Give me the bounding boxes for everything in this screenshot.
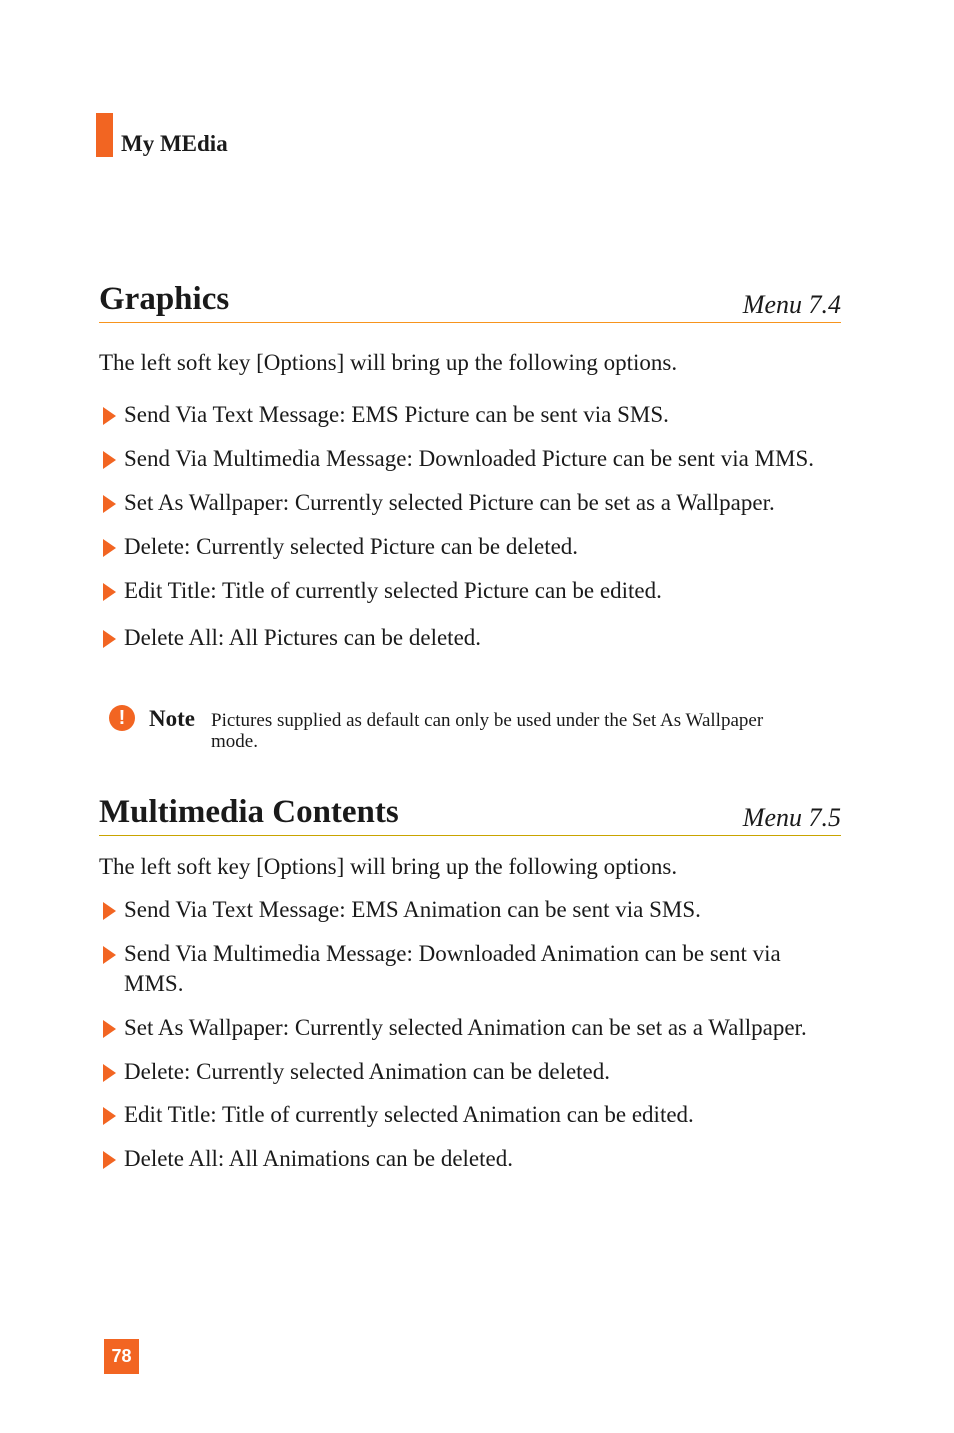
arrow-right-icon <box>103 539 116 557</box>
arrow-right-icon <box>103 583 116 601</box>
note-text: Pictures supplied as default can only be used under the Set As Wallpaper mode. <box>211 710 764 752</box>
page-number: 78 <box>104 1339 139 1374</box>
list-item: Set As Wallpaper: Currently selected Picture can be set as a Wallpaper. <box>99 488 841 518</box>
section-intro: The left soft key [Options] will bring up the following options. <box>99 854 678 879</box>
option-list <box>99 400 841 653</box>
exclamation-icon: ! <box>109 705 135 731</box>
list-item: Delete: Currently selected Picture can be deleted. <box>99 532 841 562</box>
list-item: Send Via Multimedia Message: Downloaded Animation can be sent via MMS. <box>99 939 841 999</box>
menu-reference: Menu 7.4 <box>742 290 841 319</box>
option-list <box>99 895 841 1174</box>
arrow-right-icon <box>103 451 116 469</box>
list-item: Send Via Text Message: EMS Animation can be sent via SMS. <box>99 895 841 925</box>
arrow-right-icon <box>103 1064 116 1082</box>
list-item: Delete: Currently selected Animation can be deleted. <box>99 1057 841 1087</box>
chapter-title: My MEdia <box>121 131 228 156</box>
arrow-right-icon <box>103 1020 116 1038</box>
section-intro: The left soft key [Options] will bring up the following options. <box>99 350 678 375</box>
menu-reference: Menu 7.5 <box>742 803 841 832</box>
arrow-right-icon <box>103 902 116 920</box>
list-item: Set As Wallpaper: Currently selected Animation can be set as a Wallpaper. <box>99 1013 841 1043</box>
list-item: Delete All: All Pictures can be deleted. <box>99 623 841 653</box>
chapter-marker <box>96 113 113 157</box>
list-item: Delete All: All Animations can be deleted. <box>99 1144 841 1174</box>
section-graphics <box>99 282 841 653</box>
arrow-right-icon <box>103 1151 116 1169</box>
arrow-right-icon <box>103 407 116 425</box>
section-header <box>99 282 841 323</box>
note-label: Note <box>149 706 195 731</box>
section-multimedia-contents <box>99 795 841 1174</box>
list-item: Edit Title: Title of currently selected Picture can be edited. <box>99 576 841 606</box>
list-item: Send Via Text Message: EMS Picture can be sent via SMS. <box>99 400 841 430</box>
section-header <box>99 795 841 836</box>
arrow-right-icon <box>103 495 116 513</box>
section-title: Graphics <box>99 281 230 317</box>
section-title: Multimedia Contents <box>99 794 399 830</box>
arrow-right-icon <box>103 630 116 648</box>
list-item: Edit Title: Title of currently selected Animation can be edited. <box>99 1100 841 1130</box>
arrow-right-icon <box>103 946 116 964</box>
arrow-right-icon <box>103 1107 116 1125</box>
list-item: Send Via Multimedia Message: Downloaded Picture can be sent via MMS. <box>99 444 841 474</box>
